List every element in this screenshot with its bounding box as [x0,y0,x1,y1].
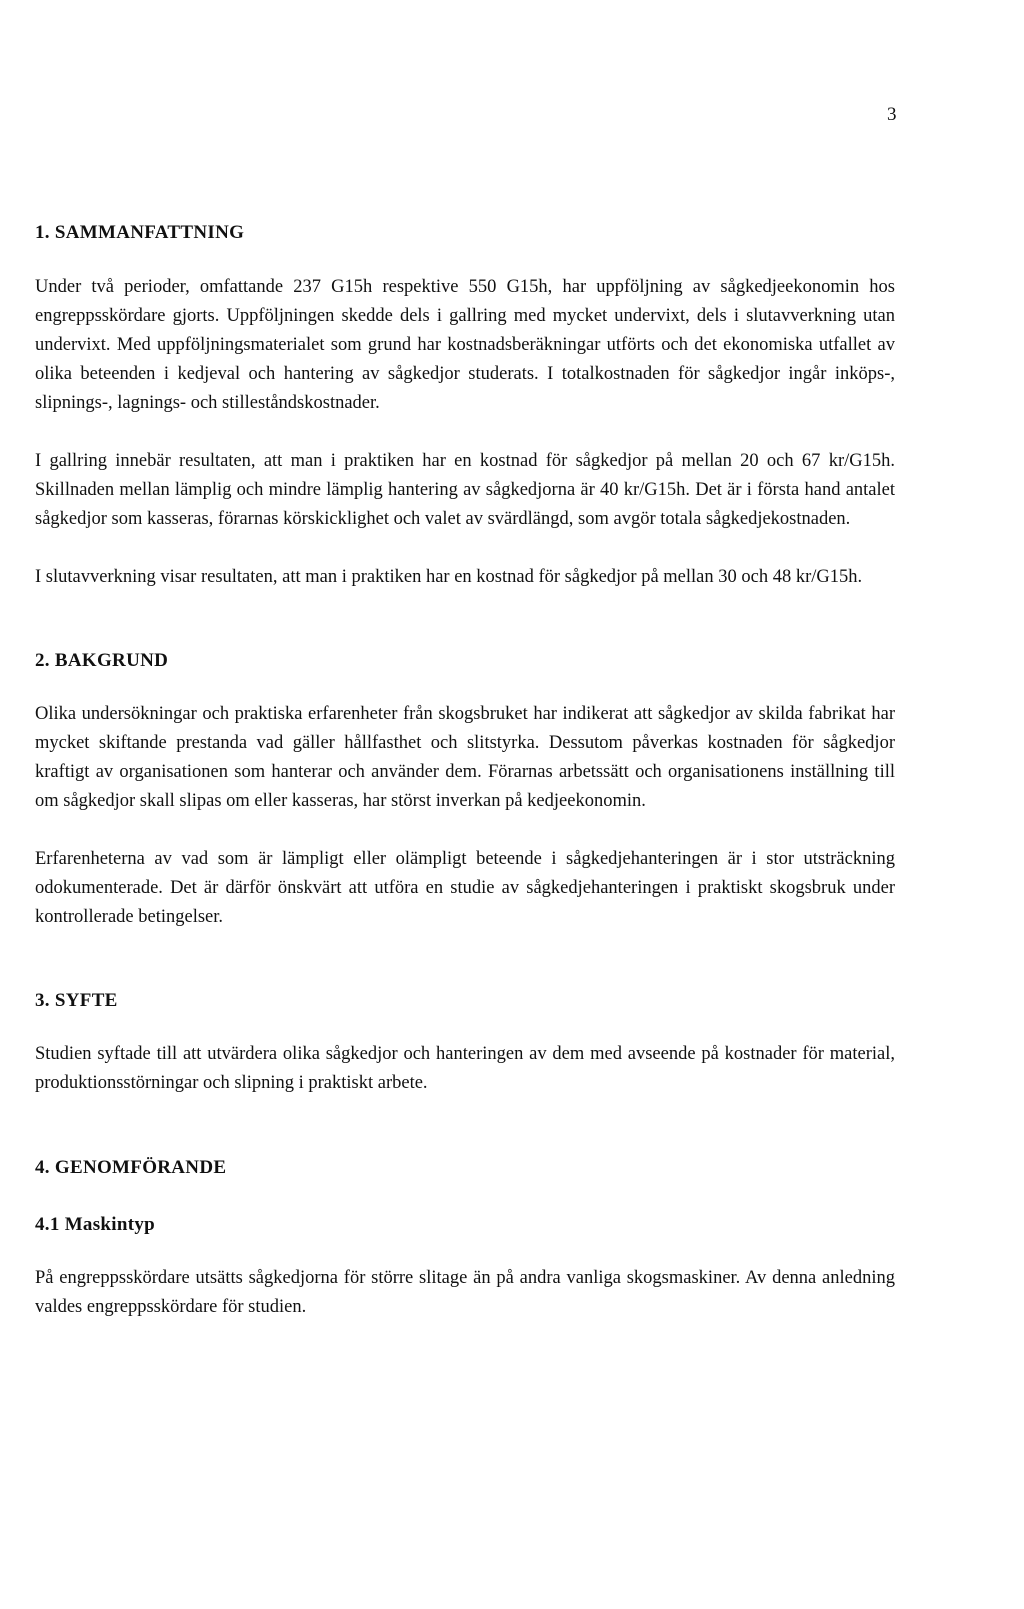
paragraph: På engreppsskördare utsätts sågkedjorna för större slitage än på andra vanliga skogsmaskiner. Av denna anledning valdes engreppsskördare för studien. [35,1268,895,1317]
page-number: 3 [887,104,897,125]
section-title-bakgrund: 2. BAKGRUND [35,650,169,671]
paragraph: I slutavverkning visar resultaten, att man i praktiken har en kostnad för sågkedjor på mellan 30 och 48 kr/G15h. [35,567,863,587]
paragraph: I gallring innebär resultaten, att man i praktiken har en kostnad för sågkedjor på mellan 20 och 67 kr/G15h. Skillnaden mellan lämplig och mindre lämplig hantering av sågkedjorna är 40 kr/G15h. Det är i första hand antalet sågkedjor som kasseras, förarnas körskicklighet och valet av svärdlängd, som avgör totala sågkedjekostnaden. [35,451,895,529]
paragraph: Studien syftade till att utvärdera olika sågkedjor och hanteringen av dem med avseende på kostnader för material, produktionsstörningar och slipning i praktiskt arbete. [35,1044,895,1093]
section-title-sammanfattning: 1. SAMMANFATTNING [35,222,245,243]
subsection-title-maskintyp: 4.1 Maskintyp [35,1214,156,1235]
section-title-genomforande: 4. GENOMFÖRANDE [35,1157,227,1178]
paragraph: Erfarenheterna av vad som är lämpligt eller olämpligt beteende i sågkedjehanteringen är i stor utsträckning odokumenterade. Det är därför önskvärt att utföra en studie av sågkedjehanteringen i praktiskt skogsbruk under kontrollerade betingelser. [35,849,895,927]
paragraph: Under två perioder, omfattande 237 G15h respektive 550 G15h, har uppföljning av sågkedjeekonomin hos engreppsskördare gjorts. Uppföljningen skedde dels i gallring med mycket undervixt, dels i slutavverkning utan undervixt. Med uppföljningsmaterialet som grund har kostnadsberäkningar utförts och det ekonomiska utfallet av olika beteenden i kedjeval och hantering av sågkedjor studerats. I totalkostnaden för sågkedjor ingår inköps-, slipnings-, lagnings- och stilleståndskostnader. [35,277,895,413]
paragraph: Olika undersökningar och praktiska erfarenheter från skogsbruket har indikerat att sågkedjor av skilda fabrikat har mycket skiftande prestanda vad gäller hållfasthet och slitstyrka. Dessutom påverkas kostnaden för sågkedjor kraftigt av organisationen som hanterar och använder dem. Förarnas arbetssätt och organisationens inställning till om sågkedjor skall slipas om eller kasseras, har störst inverkan på kedjeekonomin. [35,704,895,811]
document-body [35,222,895,1322]
section-title-syfte: 3. SYFTE [35,990,118,1011]
